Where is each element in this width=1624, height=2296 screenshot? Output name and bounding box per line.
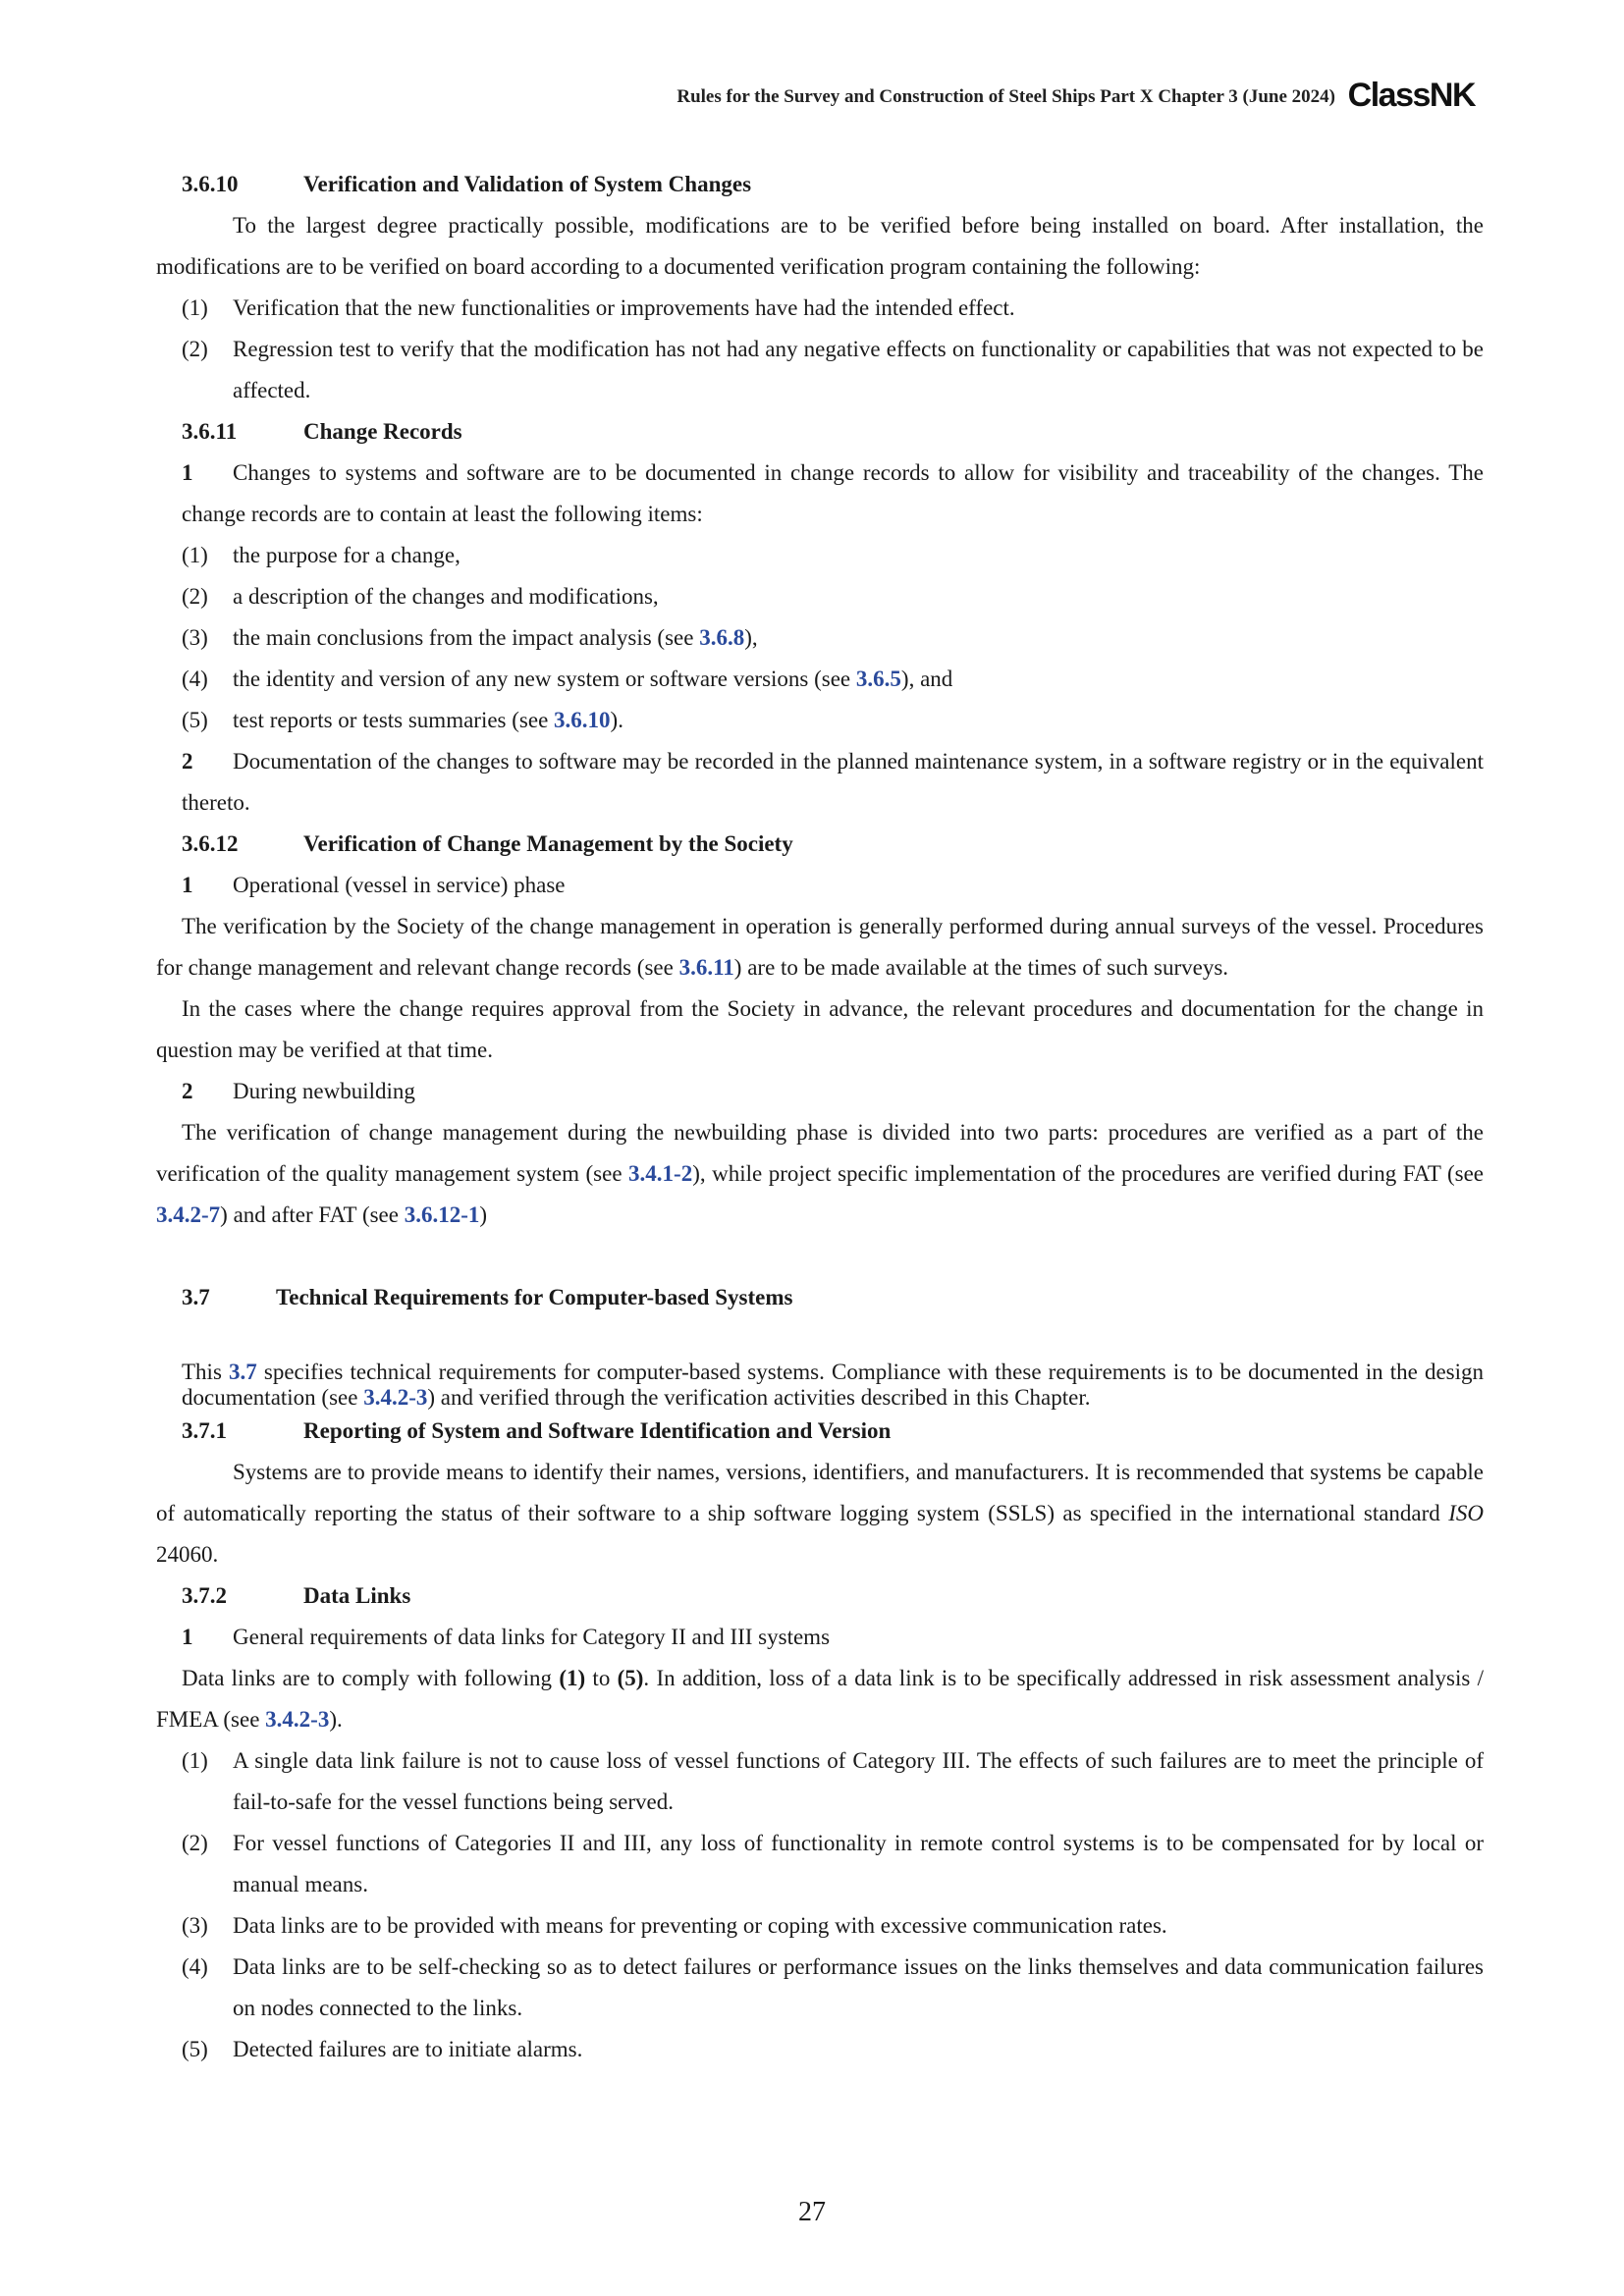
heading-3-6-12: 3.6.12 Verification of Change Management by the Society [182, 831, 793, 856]
paragraph-3-7-intro: This 3.7 specifies technical requirements for computer-based systems. Compliance with these requirements is to be documented in the design documentation (see 3.4.2-3) and verified through the verification activities described in this Chapter. [182, 1360, 1484, 1410]
list-item: (1) the purpose for a change, [182, 543, 460, 567]
list-item: (2) For vessel functions of Categories II and III, any loss of functionality in remote control systems is to be compensated for by local or manual means. [182, 1831, 1484, 1896]
cross-ref-link[interactable]: 3.6.10 [554, 708, 611, 732]
heading-3-7-1: 3.7.1 Reporting of System and Software Identification and Version [182, 1418, 892, 1443]
cross-ref-link[interactable]: 3.6.11 [678, 955, 734, 980]
paragraph-3-7-2-1-head: 1 General requirements of data links for Category II and III systems [182, 1625, 831, 1649]
paragraph-3-6-11-2: 2 Documentation of the changes to software may be recorded in the planned maintenance system, in a software registry or in the equivalent thereto. [182, 749, 1484, 815]
cross-ref-link[interactable]: 3.4.1-2 [628, 1161, 693, 1186]
list-item: (2) a description of the changes and modifications, [182, 584, 659, 609]
paragraph-3-6-11-1: 1 Changes to systems and software are to be documented in change records to allow for visibility and traceability of the changes. The change records are to contain at least the following items: [182, 460, 1484, 526]
page-header [0, 77, 1624, 116]
list-item: (3) the main conclusions from the impact analysis (see 3.6.8), [182, 625, 758, 650]
cross-ref-link[interactable]: 3.4.2-3 [265, 1707, 330, 1732]
heading-3-7: 3.7 Technical Requirements for Computer-based Systems [182, 1285, 793, 1309]
heading-3-6-10: 3.6.10 Verification and Validation of System Changes [182, 172, 752, 196]
cross-ref-link[interactable]: 3.4.2-7 [156, 1202, 221, 1227]
cross-ref-link[interactable]: 3.4.2-3 [363, 1385, 428, 1410]
paragraph-3-6-12-2: The verification of change management during the newbuilding phase is divided into two parts: procedures are verified as a part of the verification of the quality management system (see 3.4.1-2), while project specific implementation of the procedures are verified during FAT (see 3.4.2-7) and after FAT (see 3.6.12-1) [156, 1120, 1485, 1227]
paragraph-3-7-2-1: Data links are to comply with following (1) to (5). In addition, loss of a data link is to be specifically addressed in risk assessment analysis / FMEA (see 3.4.2-3). [156, 1666, 1485, 1732]
heading-3-7-2: 3.7.2 Data Links [182, 1583, 411, 1608]
paragraph-3-6-12-2-head: 2 During newbuilding [182, 1079, 415, 1103]
cross-ref-link[interactable]: 3.7 [229, 1360, 257, 1384]
paragraph-3-6-12-1a: The verification by the Society of the change management in operation is generally performed during annual surveys of the vessel. Procedures for change management and relevant change records (see 3.6.11) are to be made available at the times of such surveys. [156, 914, 1484, 980]
list-item: (3) Data links are to be provided with means for preventing or coping with excessive communication rates. [182, 1913, 1167, 1938]
page-number: 27 [798, 2197, 826, 2227]
list-item: (4) Data links are to be self-checking so as to detect failures or performance issues on the links themselves and data communication failures on nodes connected to the links. [182, 1954, 1484, 2020]
list-item: (5) Detected failures are to initiate alarms. [182, 2037, 583, 2061]
list-item: (1) A single data link failure is not to cause loss of vessel functions of Category III. The effects of such failures are to meet the principle of fail-to-safe for the vessel functions being served. [182, 1748, 1484, 1814]
paragraph-3-6-12-1-head: 1 Operational (vessel in service) phase [182, 873, 566, 897]
list-item: (1) Verification that the new functionalities or improvements have had the intended effect. [182, 295, 1015, 320]
document-body [156, 164, 1484, 2070]
running-title: Rules for the Survey and Construction of Steel Ships Part X Chapter 3 (June 2024) [677, 86, 1335, 107]
cross-ref-link[interactable]: 3.6.12-1 [404, 1202, 480, 1227]
cross-ref-link[interactable]: 3.6.8 [699, 625, 745, 650]
paragraph-3-6-12-1b: In the cases where the change requires approval from the Society in advance, the relevant procedures and documentation for the change in question may be verified at that time. [156, 996, 1484, 1062]
cross-ref-link[interactable]: 3.6.5 [855, 667, 901, 691]
heading-3-6-11: 3.6.11 Change Records [182, 419, 462, 444]
list-item: (5) test reports or tests summaries (see 3.6.10). [182, 708, 623, 732]
classnk-logo: ClassNK [1347, 77, 1475, 114]
list-item: (4) the identity and version of any new system or software versions (see 3.6.5), and [182, 667, 953, 691]
paragraph-3-7-1: Systems are to provide means to identify their names, versions, identifiers, and manufacturers. It is recommended that systems be capable of automatically reporting the status of their software to a ship software logging system (SSLS) as specified in the international standard ISO 24060. [156, 1460, 1484, 1567]
list-item: (2) Regression test to verify that the modification has not had any negative effects on functionality or capabilities that was not expected to be affected. [182, 337, 1484, 402]
paragraph-3-6-10-intro: To the largest degree practically possible, modifications are to be verified before being installed on board. After installation, the modifications are to be verified on board according to a documented verification program containing the following: [156, 213, 1484, 279]
